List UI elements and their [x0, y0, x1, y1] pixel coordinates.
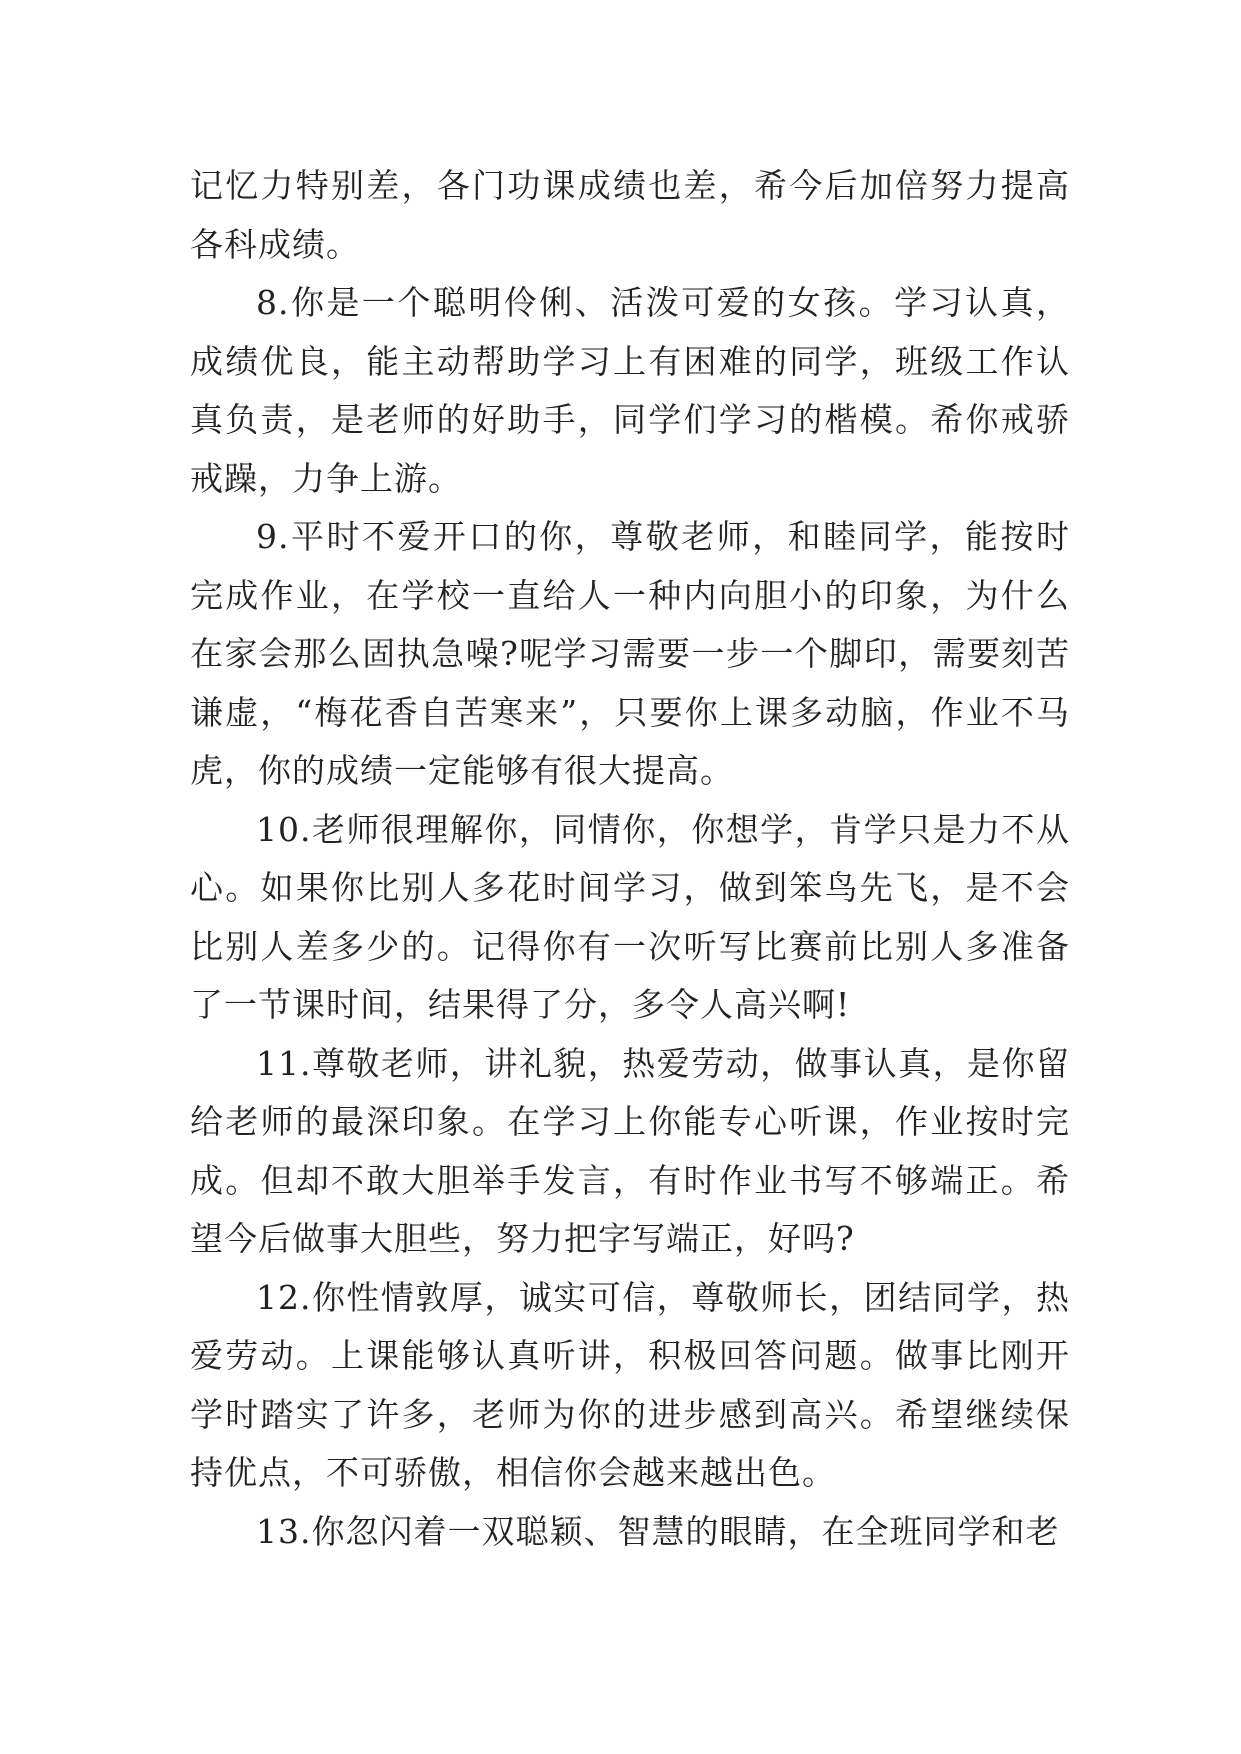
- paragraph-comment-11: 11.尊敬老师，讲礼貌，热爱劳动，做事认真，是你留给老师的最深印象。在学习上你能专心听课，作业按时完成。但却不敢大胆举手发言，有时作业书写不够端正。希望今后做事大胆些，努力把字写端正，好吗?: [190, 1043, 1070, 1258]
- paragraph-comment-9: 9.平时不爱开口的你，尊敬老师，和睦同学，能按时完成作业，在学校一直给人一种内向胆小的印象，为什么在家会那么固执急噪?呢学习需要一步一个脚印，需要刻苦谦虚，“梅花香自苦寒来”，只要你上课多动脑，作业不马虎，你的成绩一定能够有很大提高。: [190, 517, 1070, 790]
- paragraph-continuation: 记忆力特别差，各门功课成绩也差，希今后加倍努力提高各科成绩。: [190, 166, 1070, 264]
- paragraph-comment-10: 10.老师很理解你，同情你，你想学，肯学只是力不从心。如果你比别人多花时间学习，做到笨鸟先飞，是不会比别人差多少的。记得你有一次听写比赛前比别人多准备了一节课时间，结果得了分，多令人高兴啊!: [190, 809, 1070, 1024]
- paragraph-comment-13: 13.你忽闪着一双聪颖、智慧的眼睛，在全班同学和老: [256, 1511, 1060, 1551]
- paragraph-comment-12: 12.你性情敦厚，诚实可信，尊敬师长，团结同学，热爱劳动。上课能够认真听讲，积极回答问题。做事比刚开学时踏实了许多，老师为你的进步感到高兴。希望继续保持优点，不可骄傲，相信你会越来越出色。: [190, 1277, 1070, 1492]
- paragraph-comment-8: 8.你是一个聪明伶俐、活泼可爱的女孩。学习认真，成绩优良，能主动帮助学习上有困难的同学，班级工作认真负责，是老师的好助手，同学们学习的楷模。希你戒骄戒躁，力争上游。: [190, 283, 1070, 498]
- document-body: [190, 157, 1070, 1561]
